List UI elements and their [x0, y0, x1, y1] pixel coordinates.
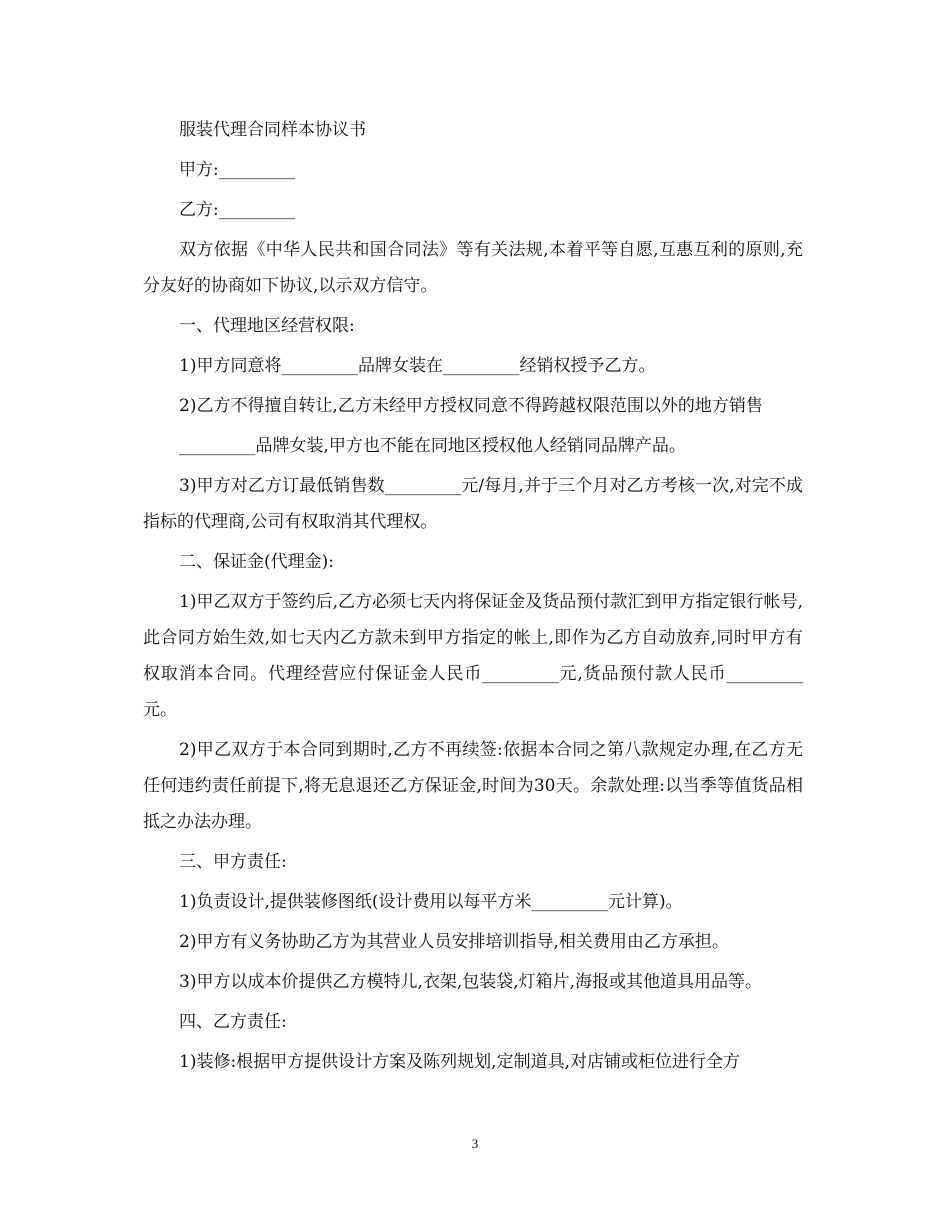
- page-number: 3: [471, 1136, 479, 1151]
- section-heading-2: 二、保证金(代理金):: [179, 552, 334, 572]
- party-b-line: 乙方:_________: [179, 200, 296, 220]
- clause-3-1: 1)负责设计,提供装修图纸(设计费用以每平方米_________元计算)。: [179, 892, 683, 912]
- section-heading-4: 四、乙方责任:: [179, 1012, 287, 1032]
- clause-1-3: 3)甲方对乙方订最低销售数_________元/每月,并于三个月对乙方考核一次,对完不成指标的代理商,公司有权取消其代理权。: [143, 476, 803, 532]
- clause-1-1: 1)甲方同意将_________品牌女装在_________经销权授予乙方。: [179, 356, 656, 376]
- document-title: 服装代理合同样本协议书: [179, 120, 366, 140]
- clause-3-2: 2)甲方有义务协助乙方为其营业人员安排培训指导,相关费用由乙方承担。: [179, 932, 729, 952]
- clause-1-2: 2)乙方不得擅自转让,乙方未经甲方授权同意不得跨越权限范围以外的地方销售: [179, 396, 763, 416]
- clause-4-1: 1)装修:根据甲方提供设计方案及陈列规划,定制道具,对店铺或柜位进行全方: [179, 1052, 740, 1072]
- section-heading-1: 一、代理地区经营权限:: [179, 316, 355, 336]
- clause-2-1: 1)甲乙双方于签约后,乙方必须七天内将保证金及货品预付款汇到甲方指定银行帐号,此合同方始生效,如七天内乙方款未到甲方指定的帐上,即作为乙方自动放弃,同时甲方有权取消本合同。代理经营应付保证金人民币_________元,货品预付款人民币_________元。: [143, 592, 803, 720]
- document-body: [143, 112, 803, 1080]
- clause-3-3: 3)甲方以成本价提供乙方模特儿,衣架,包装袋,灯箱片,海报或其他道具用品等。: [179, 972, 763, 992]
- clause-2-2: 2)甲乙双方于本合同到期时,乙方不再续签:依据本合同之第八款规定办理,在乙方无任何违约责任前提下,将无息退还乙方保证金,时间为30天。余款处理:以当季等值货品相抵之办法办理。: [143, 740, 803, 832]
- clause-1-2-continued: _________品牌女装,甲方也不能在同地区授权他人经销同品牌产品。: [179, 436, 686, 456]
- preamble-paragraph: 双方依据《中华人民共和国合同法》等有关法规,本着平等自愿,互惠互利的原则,充分友好的协商如下协议,以示双方信守。: [143, 240, 803, 296]
- party-a-line: 甲方:_________: [179, 160, 296, 180]
- section-heading-3: 三、甲方责任:: [179, 852, 287, 872]
